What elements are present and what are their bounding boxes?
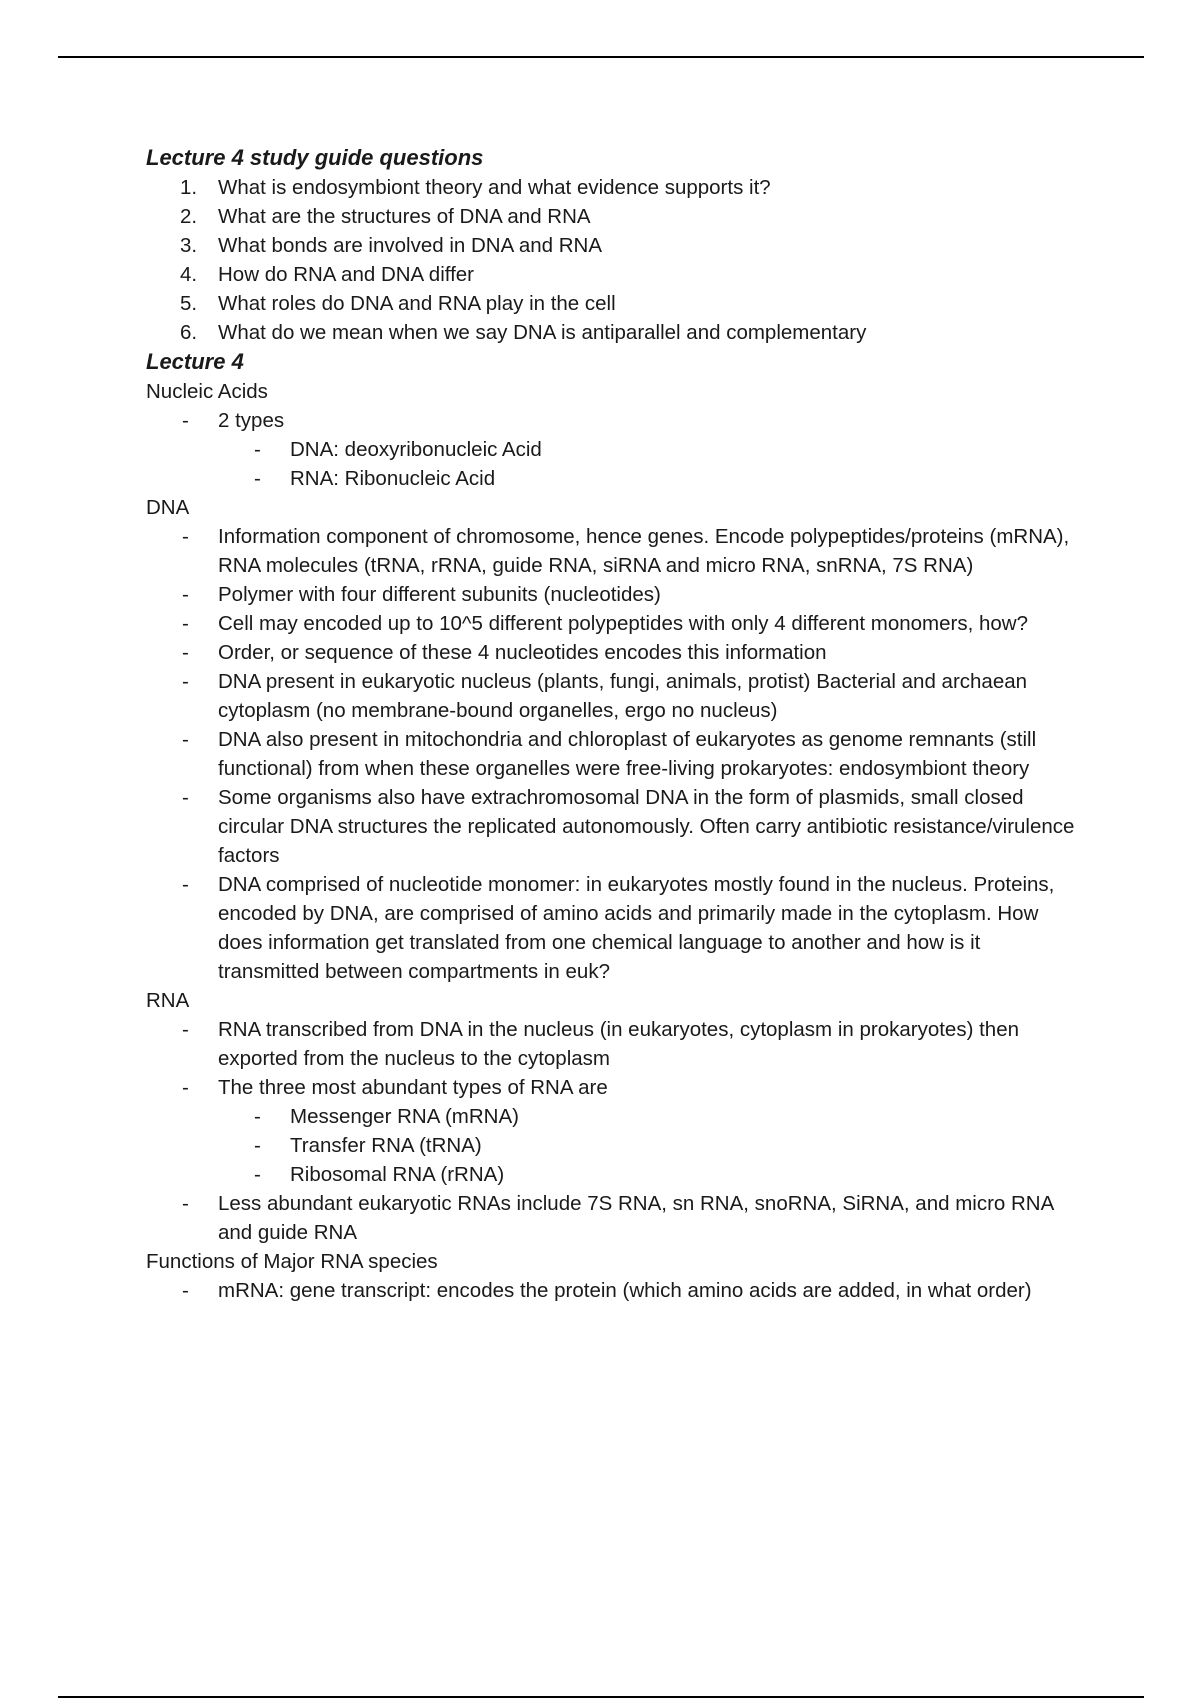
- list-item: - mRNA: gene transcript: encodes the protein (which amino acids are added, in what order): [182, 1279, 1032, 1302]
- nucleic-acids-list: [146, 406, 1086, 435]
- list-item: 4. How do RNA and DNA differ: [180, 263, 474, 286]
- dna-list: [146, 522, 1086, 986]
- list-item: - Information component of chromosome, hence genes. Encode polypeptides/proteins (mRNA), RNA molecules (tRNA, rRNA, guide RNA, siRNA and micro RNA, snRNA, 7S RNA): [182, 525, 1070, 577]
- functions-list: [146, 1276, 1086, 1305]
- list-item: 5. What roles do DNA and RNA play in the cell: [180, 292, 616, 315]
- list-item: 3. What bonds are involved in DNA and RNA: [180, 234, 603, 257]
- list-item: - Messenger RNA (mRNA): [254, 1105, 519, 1128]
- list-item: - DNA present in eukaryotic nucleus (plants, fungi, animals, protist) Bacterial and archaean cytoplasm (no membrane-bound organelles, ergo no nucleus): [182, 670, 1028, 722]
- lecture-title: Lecture 4: [146, 349, 244, 374]
- list-item: - DNA comprised of nucleotide monomer: in eukaryotes mostly found in the nucleus. Proteins, encoded by DNA, are comprised of amino acids and primarily made in the cytoplasm. How does information get translated from one chemical language to another and how is it transmitted between compartments in euk?: [182, 873, 1055, 983]
- list-item: 1. What is endosymbiont theory and what evidence supports it?: [180, 176, 771, 199]
- nucleic-acids-heading: Nucleic Acids: [146, 380, 268, 403]
- nucleic-acid-types-list: [146, 435, 1086, 493]
- rna-list-continued: [146, 1189, 1086, 1247]
- list-item: - RNA transcribed from DNA in the nucleus (in eukaryotes, cytoplasm in prokaryotes) then exported from the nucleus to the cytoplasm: [182, 1018, 1019, 1070]
- rna-heading: RNA: [146, 989, 190, 1012]
- list-item: - Less abundant eukaryotic RNAs include 7S RNA, sn RNA, snoRNA, SiRNA, and micro RNA and guide RNA: [182, 1192, 1054, 1244]
- list-item: - 2 types: [182, 409, 285, 432]
- list-item: - DNA also present in mitochondria and chloroplast of eukaryotes as genome remnants (still functional) from when these organelles were free-living prokaryotes: endosymbiont theory: [182, 728, 1037, 780]
- bottom-rule: [58, 1696, 1144, 1698]
- list-item: - Polymer with four different subunits (nucleotides): [182, 583, 661, 606]
- study-guide-title: Lecture 4 study guide questions: [146, 145, 484, 170]
- functions-heading: Functions of Major RNA species: [146, 1250, 438, 1273]
- list-item: - DNA: deoxyribonucleic Acid: [254, 438, 542, 461]
- list-item: - Some organisms also have extrachromosomal DNA in the form of plasmids, small closed circular DNA structures the replicated autonomously. Often carry antibiotic resistance/virulence factors: [182, 786, 1075, 867]
- list-item: - Order, or sequence of these 4 nucleotides encodes this information: [182, 641, 827, 664]
- rna-list: [146, 1015, 1086, 1102]
- list-item: - The three most abundant types of RNA are: [182, 1076, 608, 1099]
- list-item: - Transfer RNA (tRNA): [254, 1134, 482, 1157]
- list-item: 2. What are the structures of DNA and RNA: [180, 205, 591, 228]
- list-item: 6. What do we mean when we say DNA is antiparallel and complementary: [180, 321, 867, 344]
- list-item: - Ribosomal RNA (rRNA): [254, 1163, 505, 1186]
- top-rule: [58, 56, 1144, 58]
- rna-types-list: [146, 1102, 1086, 1189]
- study-guide-questions: [146, 173, 1086, 347]
- list-item: - Cell may encoded up to 10^5 different polypeptides with only 4 different monomers, how?: [182, 612, 1028, 635]
- dna-heading: DNA: [146, 496, 190, 519]
- list-item: - RNA: Ribonucleic Acid: [254, 467, 496, 490]
- document-body: [146, 143, 1086, 1305]
